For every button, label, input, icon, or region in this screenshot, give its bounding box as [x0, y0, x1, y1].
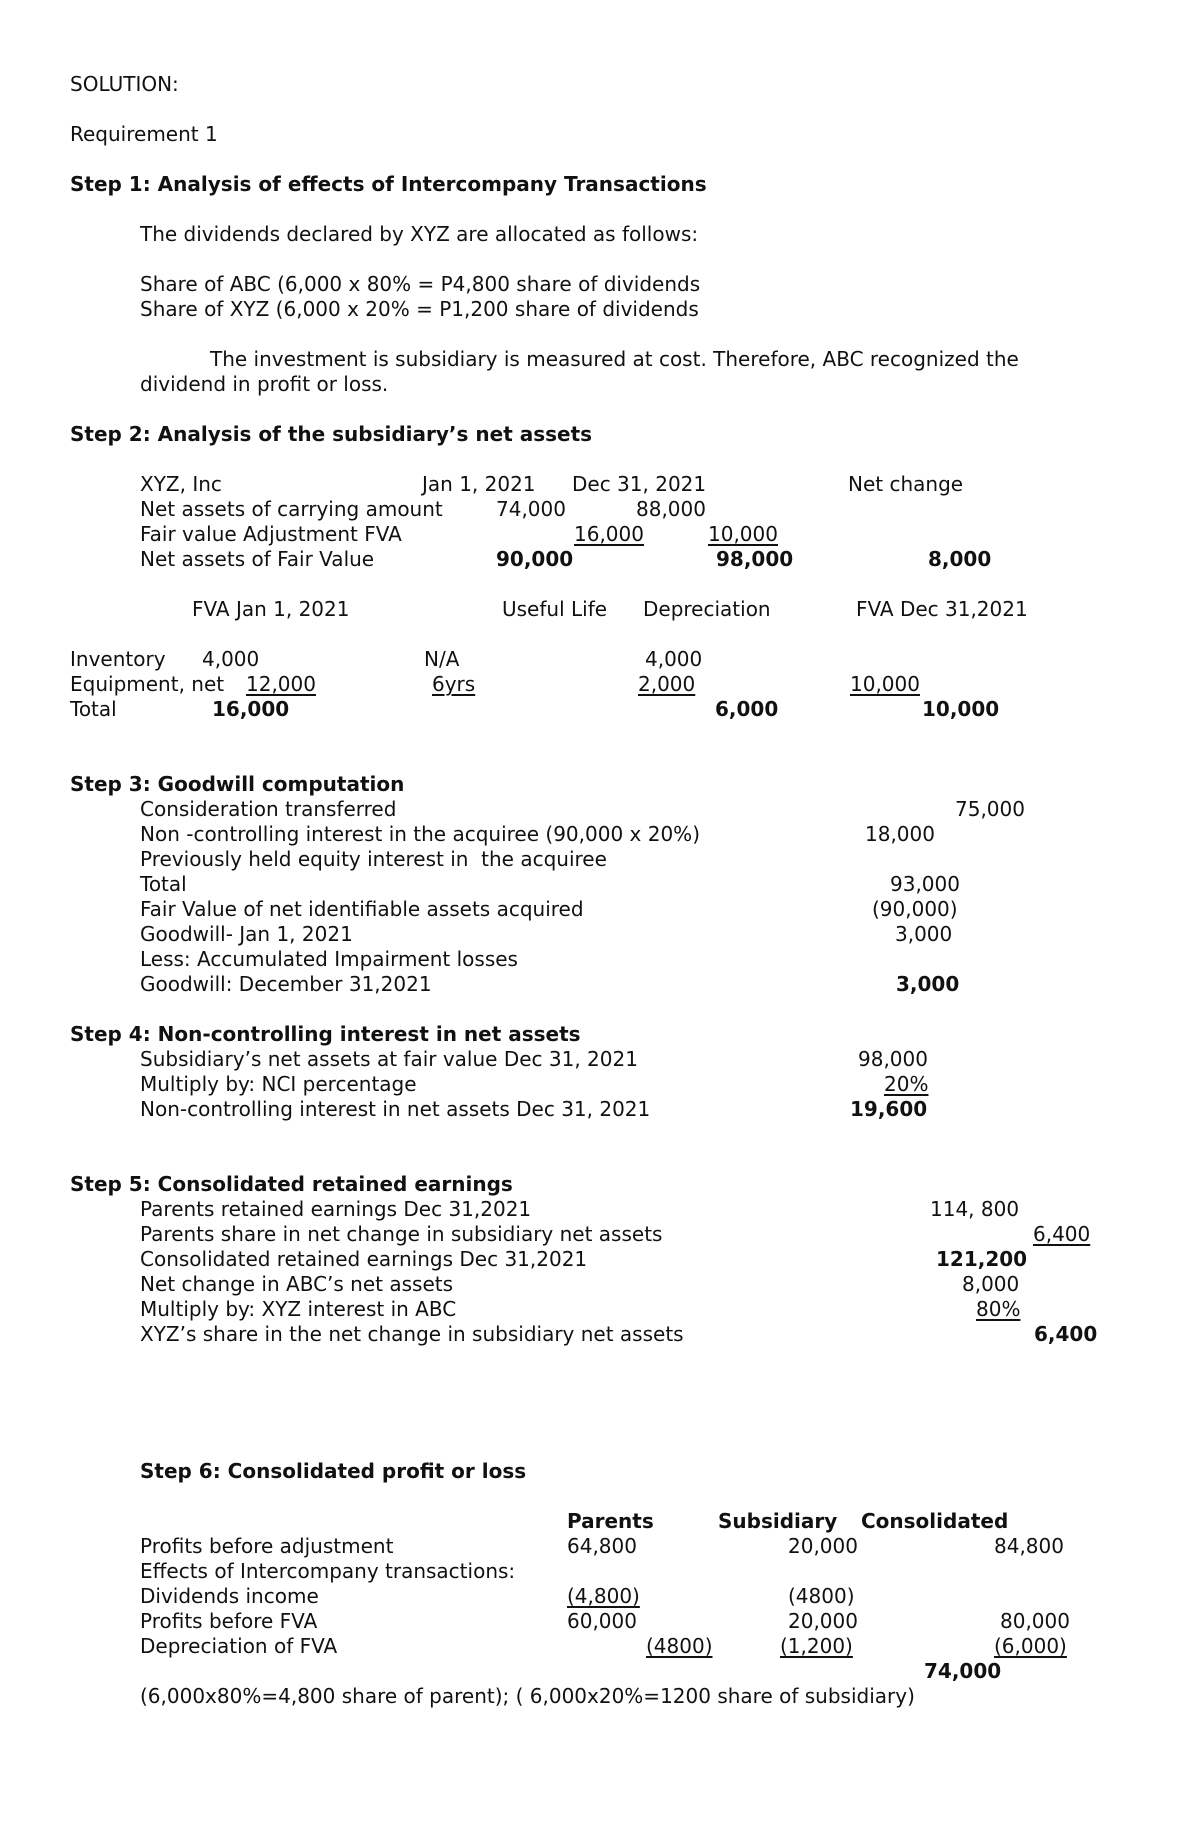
step6-row-parents: 64,800	[567, 1534, 637, 1558]
fva-row-jan: 4,000	[202, 647, 260, 671]
step3-row-value: 75,000	[955, 797, 1025, 821]
step3-row-value: (90,000)	[872, 897, 958, 921]
step3-title: Step 3: Goodwill computation	[70, 772, 405, 796]
step3-row-label: Previously held equity interest in the acquiree	[140, 847, 607, 871]
step3-row-label: Non -controlling interest in the acquiree (90,000 x 20%)	[140, 822, 700, 846]
step6-row-label: Depreciation of FVA	[140, 1634, 338, 1658]
step1-intro: The dividends declared by XYZ are allocated as follows:	[140, 222, 699, 246]
step6-title: Step 6: Consolidated profit or loss	[140, 1459, 527, 1483]
step4-row-label: Non-controlling interest in net assets Dec 31, 2021	[140, 1097, 651, 1121]
step6-row-label: Effects of Intercompany transactions:	[140, 1559, 516, 1583]
step6-header-subsidiary: Subsidiary	[718, 1509, 838, 1533]
step6-header-parents: Parents	[567, 1509, 654, 1533]
fva-row-dec: 10,000	[850, 672, 920, 696]
step2-title: Step 2: Analysis of the subsidiary’s net assets	[70, 422, 593, 446]
fva-row-label: Inventory	[70, 647, 166, 671]
step5-row-label: Parents retained earnings Dec 31,2021	[140, 1197, 532, 1221]
fva-header-jan: FVA Jan 1, 2021	[192, 597, 350, 621]
fva-header-dep: Depreciation	[643, 597, 771, 621]
step6-row-consolidated: 84,800	[994, 1534, 1064, 1558]
fva-row-jan: 16,000	[212, 697, 290, 721]
step2-row-net: 8,000	[928, 547, 992, 571]
fva-row-life: 6yrs	[432, 672, 476, 696]
step2-row-jan: 16,000	[574, 522, 644, 546]
step6-row-label: Dividends income	[140, 1584, 319, 1608]
step5-row-value: 80%	[976, 1297, 1021, 1321]
fva-header-dec: FVA Dec 31,2021	[856, 597, 1028, 621]
step3-row-label: Fair Value of net identifiable assets acquired	[140, 897, 584, 921]
step6-header-consolidated: Consolidated	[861, 1509, 1009, 1533]
step1-note-line2: dividend in profit or loss.	[140, 372, 389, 396]
step4-row-value: 98,000	[858, 1047, 928, 1071]
step5-row-value: 8,000	[962, 1272, 1020, 1296]
fva-row-dec: 10,000	[922, 697, 1000, 721]
step2-row-dec: 88,000	[636, 497, 706, 521]
fva-row-label: Equipment, net	[70, 672, 225, 696]
step5-row-label: Multiply by: XYZ interest in ABC	[140, 1297, 457, 1321]
step2-header-net: Net change	[848, 472, 964, 496]
step2-row-label: Net assets of Fair Value	[140, 547, 375, 571]
step2-row-jan: 90,000	[496, 547, 574, 571]
step3-row-value: 18,000	[865, 822, 935, 846]
step6-footnote: (6,000x80%=4,800 share of parent); ( 6,000x20%=1200 share of subsidiary)	[140, 1684, 915, 1708]
step5-row-label: Parents share in net change in subsidiary net assets	[140, 1222, 663, 1246]
step2-row-label: Net assets of carrying amount	[140, 497, 443, 521]
step2-header-jan: Jan 1, 2021	[422, 472, 536, 496]
step2-header-entity: XYZ, Inc	[140, 472, 222, 496]
step4-title: Step 4: Non-controlling interest in net assets	[70, 1022, 581, 1046]
step4-row-label: Multiply by: NCI percentage	[140, 1072, 417, 1096]
step1-title: Step 1: Analysis of effects of Intercompany Transactions	[70, 172, 707, 196]
step3-row-label: Goodwill: December 31,2021	[140, 972, 432, 996]
step6-row-label: Profits before adjustment	[140, 1534, 394, 1558]
step5-row-label: XYZ’s share in the net change in subsidiary net assets	[140, 1322, 684, 1346]
step2-row-dec: 10,000	[708, 522, 778, 546]
step2-row-label: Fair value Adjustment FVA	[140, 522, 402, 546]
step6-row-parents: 60,000	[567, 1609, 637, 1633]
fva-row-jan: 12,000	[246, 672, 316, 696]
step1-share-abc: Share of ABC (6,000 x 80% = P4,800 share of dividends	[140, 272, 701, 296]
step5-row-value: 6,400	[1033, 1222, 1091, 1246]
step6-row-subsidiary: (1,200)	[780, 1634, 853, 1658]
step6-row-subsidiary: 20,000	[788, 1534, 858, 1558]
step5-row-label: Consolidated retained earnings Dec 31,2021	[140, 1247, 588, 1271]
step3-row-label: Total	[140, 872, 187, 896]
step5-title: Step 5: Consolidated retained earnings	[70, 1172, 513, 1196]
step3-row-value: 3,000	[895, 922, 953, 946]
step4-row-value: 19,600	[850, 1097, 928, 1121]
step6-row-parents: (4800)	[646, 1634, 713, 1658]
step6-row-subsidiary: (4800)	[788, 1584, 855, 1608]
step3-row-label: Consideration transferred	[140, 797, 397, 821]
step5-row-label: Net change in ABC’s net assets	[140, 1272, 454, 1296]
fva-row-dep: 2,000	[638, 672, 696, 696]
fva-row-label: Total	[70, 697, 117, 721]
fva-row-dep: 6,000	[715, 697, 779, 721]
step2-row-jan: 74,000	[496, 497, 566, 521]
step6-row-label: Profits before FVA	[140, 1609, 318, 1633]
step6-total: 74,000	[924, 1659, 1002, 1683]
step6-row-subsidiary: 20,000	[788, 1609, 858, 1633]
step6-row-parents: (4,800)	[567, 1584, 640, 1608]
step1-share-xyz: Share of XYZ (6,000 x 20% = P1,200 share of dividends	[140, 297, 699, 321]
fva-row-dep: 4,000	[645, 647, 703, 671]
step4-row-value: 20%	[884, 1072, 929, 1096]
step3-row-value: 3,000	[896, 972, 960, 996]
solution-heading: SOLUTION:	[70, 72, 179, 96]
step3-row-label: Less: Accumulated Impairment losses	[140, 947, 518, 971]
step6-row-consolidated: (6,000)	[994, 1634, 1067, 1658]
fva-row-life: N/A	[424, 647, 460, 671]
step4-row-label: Subsidiary’s net assets at fair value Dec 31, 2021	[140, 1047, 638, 1071]
step5-row-value: 121,200	[936, 1247, 1028, 1271]
step3-row-value: 93,000	[890, 872, 960, 896]
step3-row-label: Goodwill- Jan 1, 2021	[140, 922, 353, 946]
step5-row-value: 114, 800	[930, 1197, 1020, 1221]
step2-header-dec: Dec 31, 2021	[572, 472, 707, 496]
step5-row-value: 6,400	[1034, 1322, 1098, 1346]
step1-note-line1: The investment is subsidiary is measured at cost. Therefore, ABC recognized the	[210, 347, 1019, 371]
step6-row-consolidated: 80,000	[1000, 1609, 1070, 1633]
requirement-label: Requirement 1	[70, 122, 218, 146]
fva-header-life: Useful Life	[502, 597, 608, 621]
step2-row-dec: 98,000	[716, 547, 794, 571]
